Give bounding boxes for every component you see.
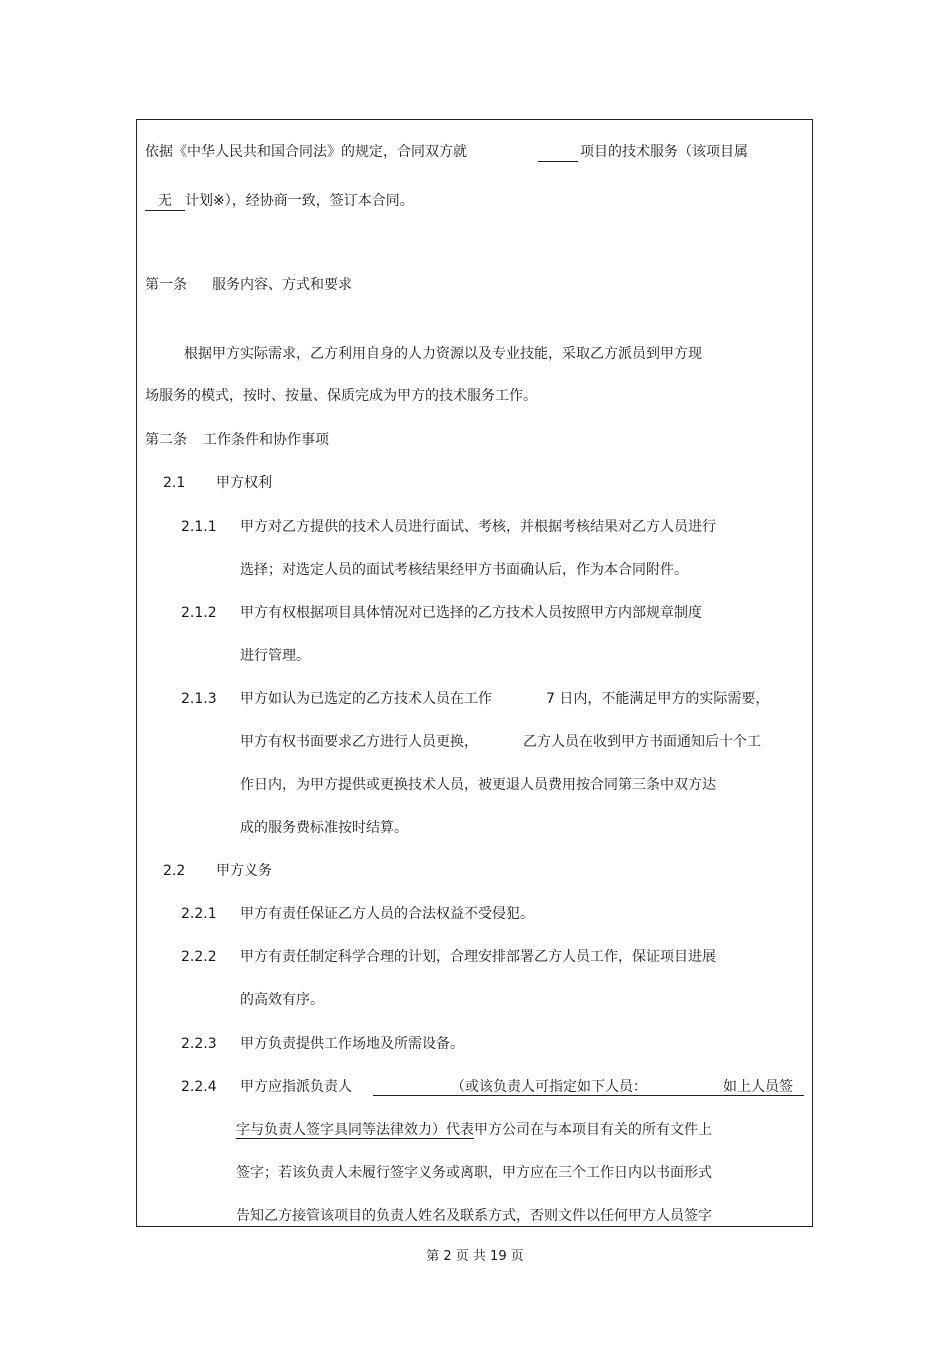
item-2-1-1-line-2: 选择；对选定人员的面试考核结果经甲方书面确认后，作为本合同附件。 — [240, 562, 688, 578]
item-2-1-3-line-2a: 甲方有权书面要求乙方进行人员更换， — [240, 734, 478, 750]
item-2-2-4-line-1b: （或该负责人可指定如下人员： — [451, 1079, 647, 1095]
item-2-1-1-line-1: 甲方对乙方提供的技术人员进行面试、考核，并根据考核结果对乙方人员进行 — [240, 519, 716, 535]
item-2-2-4-line-4: 告知乙方接管该项目的负责人姓名及联系方式，否则文件以任何甲方人员签字 — [236, 1208, 712, 1224]
item-2-1-1-number: 2.1.1 — [181, 519, 217, 535]
project-name-blank — [538, 145, 578, 162]
section-2-1-number: 2.1 — [163, 475, 186, 491]
item-2-1-3-line-1a: 甲方如认为已选定的乙方技术人员在工作 — [240, 691, 492, 707]
item-2-2-1-line-1: 甲方有责任保证乙方人员的合法权益不受侵犯。 — [240, 906, 534, 922]
item-2-1-3-number: 2.1.3 — [181, 691, 217, 707]
section-2-2-title: 甲方义务 — [216, 863, 272, 879]
intro-text-cont: 项目的技术服务（该项目属 — [580, 144, 748, 160]
section-2-2-number: 2.2 — [163, 863, 186, 879]
item-2-2-2-line-1: 甲方有责任制定科学合理的计划，合理安排部署乙方人员工作，保证项目进展 — [240, 949, 716, 965]
item-2-2-4-line-2b: 甲方公司在与本项目有关的所有文件上 — [474, 1122, 712, 1138]
item-2-2-2-line-2: 的高效有序。 — [240, 992, 324, 1008]
item-2-2-3-line-1: 甲方负责提供工作场地及所需设备。 — [240, 1036, 464, 1052]
item-2-1-2-line-2: 进行管理。 — [240, 648, 310, 664]
section-2-1-title: 甲方权利 — [216, 475, 272, 491]
article-2-number: 第二条 — [145, 432, 187, 448]
item-2-1-3-line-3: 作日内，为甲方提供或更换技术人员，被更退人员费用按合同第三条中双方达 — [240, 777, 716, 793]
intro-line-2-text: 计划※），经协商一致，签订本合同。 — [185, 193, 414, 209]
article-2-title: 工作条件和协作事项 — [203, 432, 329, 448]
item-2-2-4-line-3: 签字；若该负责人未履行签字义务或离职，甲方应在三个工作日内以书面形式 — [236, 1165, 712, 1181]
item-2-2-2-number: 2.2.2 — [181, 949, 217, 965]
page-number: 第 2 页 共 19 页 — [426, 1249, 524, 1264]
plan-value: 无 — [145, 192, 185, 211]
intro-line-1 — [145, 143, 467, 161]
item-2-2-4-line-1c: 如上人员签 — [723, 1079, 793, 1095]
article-1-body-line-2: 场服务的模式，按时、按量、保质完成为甲方的技术服务工作。 — [145, 388, 537, 404]
item-2-2-3-number: 2.2.3 — [181, 1036, 217, 1052]
article-1-title: 服务内容、方式和要求 — [212, 277, 352, 293]
item-2-2-1-number: 2.2.1 — [181, 906, 217, 922]
item-2-2-4-line-2a: 字与负责人签字具同等法律效力）代表 — [236, 1122, 474, 1138]
article-1-number: 第一条 — [145, 277, 187, 293]
item-2-2-4-line-1a: 甲方应指派负责人 — [240, 1079, 352, 1095]
item-2-1-2-number: 2.1.2 — [181, 605, 217, 621]
item-2-2-4-line-2 — [236, 1121, 712, 1139]
item-2-2-4-number: 2.2.4 — [181, 1079, 217, 1095]
item-2-1-2-line-1: 甲方有权根据项目具体情况对已选择的乙方技术人员按照甲方内部规章制度 — [240, 605, 702, 621]
item-2-1-3-line-1b: 7 日内，不能满足甲方的实际需要， — [546, 691, 770, 707]
intro-text: 依据《中华人民共和国合同法》的规定，合同双方就 — [145, 144, 467, 160]
item-2-1-3-line-2b: 乙方人员在收到甲方书面通知后十个工 — [523, 734, 761, 750]
article-1-body-line-1: 根据甲方实际需求，乙方利用自身的人力资源以及专业技能，采取乙方派员到甲方现 — [184, 346, 702, 362]
intro-line-2 — [145, 192, 414, 211]
item-2-1-3-line-4: 成的服务费标准按时结算。 — [240, 820, 408, 836]
